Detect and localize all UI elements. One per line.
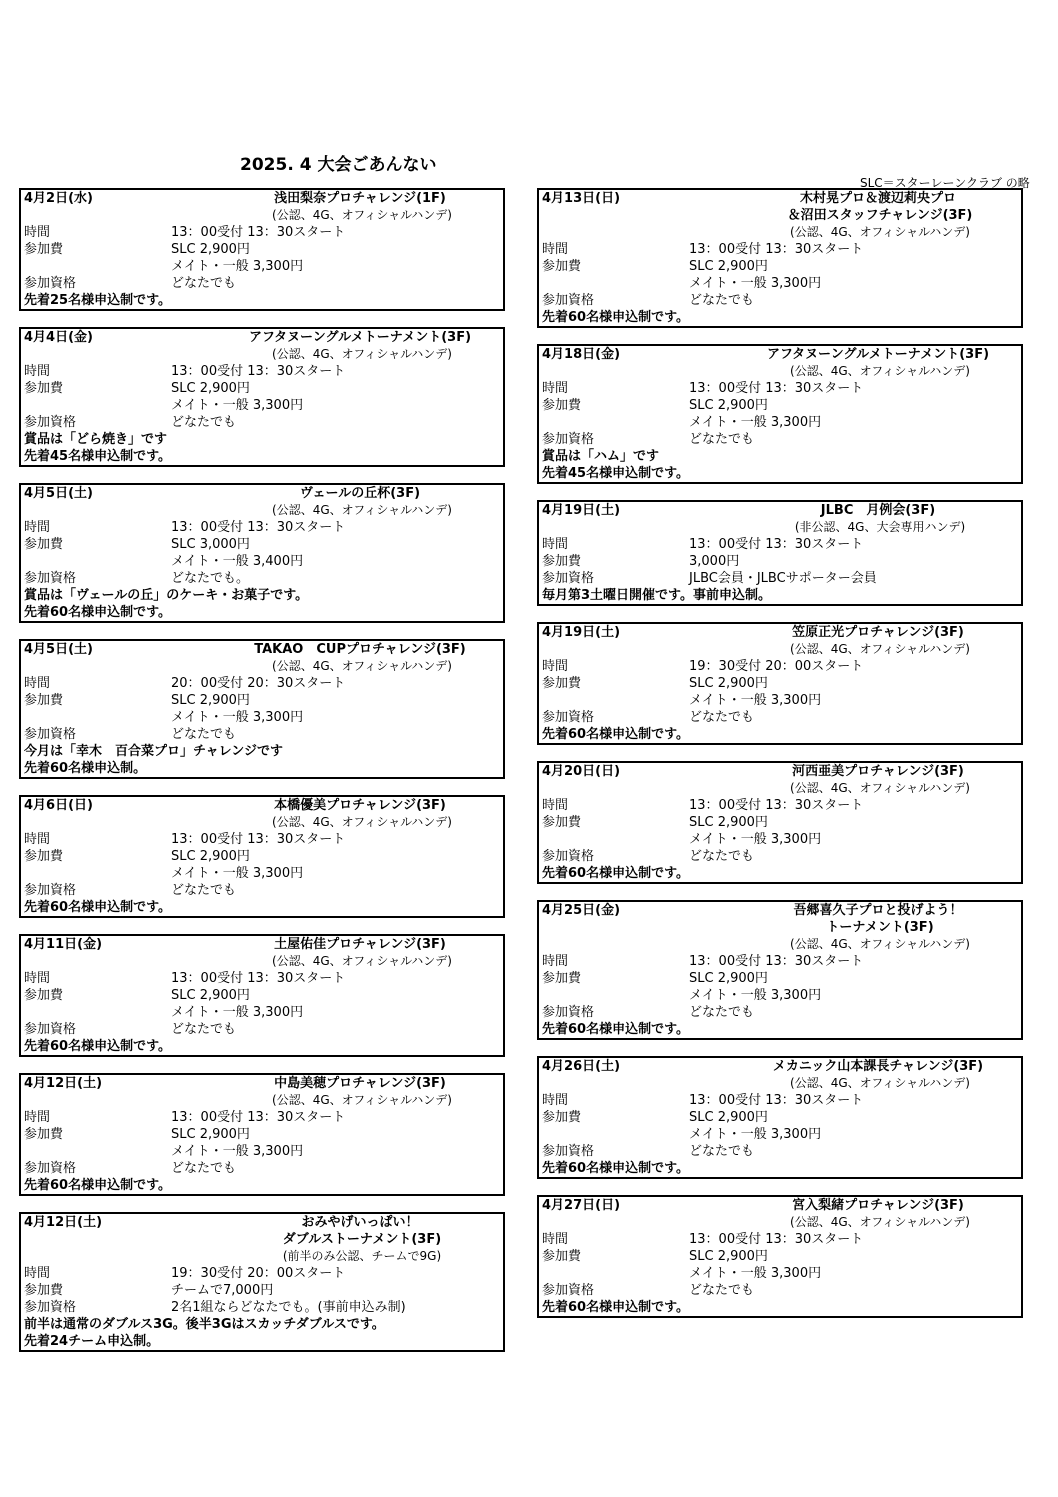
event-header: [539, 763, 1021, 780]
info-row: [539, 414, 1021, 431]
event-conditions: (公認、4G、オフィシャルハンデ): [272, 659, 452, 673]
info-value: SLC 2,900円: [171, 693, 250, 708]
info-row: [21, 536, 503, 553]
info-row: [539, 709, 1021, 726]
event-conditions: (公認、4G、オフィシャルハンデ): [790, 1076, 970, 1090]
info-label: 時間: [542, 242, 569, 257]
info-row: [539, 675, 1021, 692]
event-date: 4月25日(金): [542, 903, 621, 918]
info-label: 時間: [542, 381, 569, 396]
info-label: 時間: [24, 971, 51, 986]
info-label: 時間: [542, 1232, 569, 1247]
info-row: [539, 292, 1021, 309]
info-row: [539, 1092, 1021, 1109]
info-row: [21, 987, 503, 1004]
event-title: アフタヌーングルメトーナメント(3F): [766, 347, 990, 362]
info-label: 参加費: [542, 971, 582, 986]
info-value: どなたでも: [171, 1161, 237, 1176]
info-value: どなたでも: [689, 710, 755, 725]
event-card: [19, 639, 505, 779]
info-row: [21, 709, 503, 726]
event-header: [21, 485, 503, 502]
abbreviation-note: SLC＝スターレーンクラブ の略: [860, 176, 1030, 190]
info-value: メイト・一般 3,300円: [689, 1127, 822, 1142]
info-value: どなたでも: [171, 415, 237, 430]
info-label: 参加資格: [542, 849, 595, 864]
info-label: 参加資格: [542, 1005, 595, 1020]
info-row: [539, 1265, 1021, 1282]
event-conditions: (公認、4G、オフィシャルハンデ): [272, 503, 452, 517]
info-row: [539, 1282, 1021, 1299]
event-date: 4月27日(日): [542, 1198, 621, 1213]
event-date: 4月13日(日): [542, 191, 621, 206]
info-row: [21, 882, 503, 899]
info-label: 参加費: [542, 259, 582, 274]
event-note: 賞品は「ヴェールの丘」のケーキ・お菓子です。: [24, 588, 309, 603]
info-row: [539, 814, 1021, 831]
event-date: 4月20日(日): [542, 764, 621, 779]
info-label: 時間: [542, 954, 569, 969]
event-header: [539, 1058, 1021, 1075]
event-conditions: (公認、4G、オフィシャルハンデ): [790, 937, 970, 951]
info-label: 参加資格: [24, 883, 77, 898]
info-row: [21, 692, 503, 709]
event-note: 先着60名様申込制です。: [542, 1300, 690, 1315]
event-card: [537, 622, 1023, 745]
info-row: [539, 275, 1021, 292]
event-card: [19, 1212, 505, 1352]
info-value: どなたでも: [689, 1144, 755, 1159]
event-header: [539, 346, 1021, 363]
info-row: [539, 970, 1021, 987]
info-row: [21, 241, 503, 258]
info-value: 13：00受付 13：30スタート: [689, 381, 864, 396]
info-row: [21, 258, 503, 275]
left-column: [19, 188, 505, 1368]
info-row: [21, 865, 503, 882]
info-row: [539, 953, 1021, 970]
info-value: 13：00受付 13：30スタート: [171, 1110, 346, 1125]
info-label: 時間: [24, 1110, 51, 1125]
info-label: 参加資格: [24, 571, 77, 586]
event-date: 4月26日(土): [542, 1059, 621, 1074]
info-value: どなたでも: [689, 432, 755, 447]
page-title: 2025. 4 大会ごあんない: [240, 155, 437, 175]
info-row: [21, 1021, 503, 1038]
info-value: メイト・一般 3,300円: [689, 988, 822, 1003]
event-card: [19, 934, 505, 1057]
info-value: メイト・一般 3,300円: [689, 276, 822, 291]
event-card: [19, 1073, 505, 1196]
info-value: メイト・一般 3,300円: [689, 1266, 822, 1281]
info-row: [21, 275, 503, 292]
info-row: [539, 1004, 1021, 1021]
info-row: [21, 1004, 503, 1021]
event-card: [537, 344, 1023, 484]
event-note: 先着60名様申込制です。: [542, 727, 690, 742]
info-value: SLC 2,900円: [689, 1110, 768, 1125]
info-label: 時間: [24, 832, 51, 847]
info-label: 参加資格: [24, 415, 77, 430]
info-row: [21, 675, 503, 692]
info-row: [21, 414, 503, 431]
info-row: [539, 241, 1021, 258]
info-row: [21, 553, 503, 570]
event-title: おみやげいっぱい！: [301, 1215, 419, 1230]
info-value: メイト・一般 3,300円: [689, 832, 822, 847]
event-card: [537, 900, 1023, 1040]
info-label: 参加資格: [542, 1283, 595, 1298]
info-label: 時間: [542, 1093, 569, 1108]
event-header: [539, 502, 1021, 519]
info-value: SLC 2,900円: [689, 259, 768, 274]
event-date: 4月5日(土): [24, 642, 93, 657]
event-card: [19, 795, 505, 918]
info-value: メイト・一般 3,300円: [171, 866, 304, 881]
info-value: SLC 2,900円: [171, 381, 250, 396]
event-card: [537, 500, 1023, 606]
info-label: 参加資格: [542, 432, 595, 447]
event-note: 毎月第3土曜日開催です。事前申込制。: [542, 588, 772, 603]
event-date: 4月19日(土): [542, 625, 621, 640]
event-conditions: (公認、4G、オフィシャルハンデ): [790, 642, 970, 656]
info-value: メイト・一般 3,400円: [171, 554, 304, 569]
event-title: 笠原正光プロチャレンジ(3F): [792, 625, 964, 640]
info-row: [21, 1109, 503, 1126]
event-conditions: (公認、4G、オフィシャルハンデ): [272, 208, 452, 222]
info-value: SLC 2,900円: [689, 815, 768, 830]
event-conditions: (公認、4G、オフィシャルハンデ): [272, 954, 452, 968]
event-note: 先着60名様申込制です。: [542, 1022, 690, 1037]
event-note: 先着60名様申込制です。: [542, 866, 690, 881]
info-row: [539, 570, 1021, 587]
info-row: [21, 1160, 503, 1177]
info-row: [21, 570, 503, 587]
event-note: 賞品は「どら焼き」です: [24, 432, 168, 447]
event-header: [539, 1197, 1021, 1214]
info-value: SLC 2,900円: [171, 242, 250, 257]
event-title: メカニック山本課長チャレンジ(3F): [772, 1059, 984, 1074]
info-value: チームで7,000円: [171, 1283, 274, 1298]
info-label: 時間: [24, 364, 51, 379]
info-value: メイト・一般 3,300円: [689, 693, 822, 708]
info-row: [21, 1299, 503, 1316]
event-header: [21, 1214, 503, 1231]
info-label: 参加費: [24, 1127, 64, 1142]
info-label: 参加資格: [24, 276, 77, 291]
info-value: SLC 2,900円: [689, 676, 768, 691]
event-note: 先着60名様申込制です。: [24, 900, 172, 915]
event-header: [539, 902, 1021, 919]
info-label: 参加資格: [542, 1144, 595, 1159]
info-row: [539, 397, 1021, 414]
info-label: 参加資格: [542, 293, 595, 308]
event-note: 先着45名様申込制です。: [24, 449, 172, 464]
event-conditions: (公認、4G、オフィシャルハンデ): [790, 225, 970, 239]
info-value: どなたでも: [171, 883, 237, 898]
event-conditions: (公認、4G、オフィシャルハンデ): [272, 1093, 452, 1107]
event-date: 4月19日(土): [542, 503, 621, 518]
event-title-line: トーナメント(3F): [826, 920, 934, 935]
info-row: [21, 848, 503, 865]
info-label: 時間: [24, 520, 51, 535]
info-row: [539, 987, 1021, 1004]
event-card: [537, 761, 1023, 884]
info-label: 参加資格: [24, 1300, 77, 1315]
info-value: 20：00受付 20：30スタート: [171, 676, 346, 691]
info-value: どなたでも: [171, 1022, 237, 1037]
info-row: [539, 380, 1021, 397]
right-column: [537, 188, 1023, 1334]
event-title: 河西亜美プロチャレンジ(3F): [792, 764, 964, 779]
info-value: 13：00受付 13：30スタート: [171, 364, 346, 379]
event-header: [539, 624, 1021, 641]
event-title-line: ダブルストーナメント(3F): [282, 1232, 442, 1247]
info-label: 参加資格: [24, 1161, 77, 1176]
info-value: 13：00受付 13：30スタート: [171, 225, 346, 240]
info-value: どなたでも。: [171, 571, 250, 586]
info-value: メイト・一般 3,300円: [171, 710, 304, 725]
info-label: 参加資格: [542, 571, 595, 586]
info-row: [539, 431, 1021, 448]
event-conditions: (公認、4G、オフィシャルハンデ): [790, 1215, 970, 1229]
info-row: [21, 363, 503, 380]
info-label: 参加費: [24, 1283, 64, 1298]
event-date: 4月2日(水): [24, 191, 93, 206]
info-label: 参加資格: [542, 710, 595, 725]
info-value: 13：00受付 13：30スタート: [689, 242, 864, 257]
event-note: 先着24チーム申込制。: [24, 1334, 160, 1349]
info-row: [21, 1282, 503, 1299]
info-label: 参加費: [24, 242, 64, 257]
event-date: 4月12日(土): [24, 1076, 103, 1091]
event-note: 前半は通常のダブルス3G。後半3Gはスカッチダブルスです。: [24, 1317, 385, 1332]
event-title: 宮入梨緒プロチャレンジ(3F): [792, 1198, 964, 1213]
event-header: [21, 641, 503, 658]
event-conditions: (非公認、4G、大会専用ハンデ): [794, 520, 966, 534]
info-row: [539, 658, 1021, 675]
info-label: 時間: [542, 537, 569, 552]
info-value: メイト・一般 3,300円: [171, 1144, 304, 1159]
info-value: 2名1組ならどなたでも。(事前申込み制): [171, 1300, 406, 1315]
event-header: [21, 797, 503, 814]
event-date: 4月12日(土): [24, 1215, 103, 1230]
event-title-line: ＆沼田スタッフチャレンジ(3F): [787, 208, 973, 223]
info-label: 参加費: [542, 1110, 582, 1125]
event-title: TAKAO CUPプロチャレンジ(3F): [254, 642, 466, 657]
info-row: [21, 224, 503, 241]
info-row: [21, 380, 503, 397]
info-row: [21, 1143, 503, 1160]
event-header: [21, 936, 503, 953]
info-value: 13：00受付 13：30スタート: [689, 798, 864, 813]
event-card: [537, 1056, 1023, 1179]
info-label: 参加資格: [24, 1022, 77, 1037]
info-value: メイト・一般 3,300円: [171, 1005, 304, 1020]
event-conditions: (公認、4G、オフィシャルハンデ): [790, 781, 970, 795]
info-label: 時間: [24, 676, 51, 691]
event-card: [19, 483, 505, 623]
event-note: 先着25名様申込制です。: [24, 293, 172, 308]
info-row: [539, 831, 1021, 848]
event-note: 先着60名様申込制。: [24, 761, 147, 776]
event-conditions: (公認、4G、オフィシャルハンデ): [272, 347, 452, 361]
info-label: 参加費: [542, 554, 582, 569]
event-note: 先着60名様申込制です。: [542, 1161, 690, 1176]
event-title: 本橋優美プロチャレンジ(3F): [274, 798, 446, 813]
event-date: 4月4日(金): [24, 330, 93, 345]
event-title: 土屋佑佳プロチャレンジ(3F): [274, 937, 446, 952]
info-value: SLC 2,900円: [689, 1249, 768, 1264]
info-row: [21, 397, 503, 414]
event-title: 中島美穂プロチャレンジ(3F): [274, 1076, 446, 1091]
info-row: [21, 1265, 503, 1282]
info-label: 参加費: [24, 988, 64, 1003]
info-label: 時間: [24, 225, 51, 240]
info-row: [539, 1248, 1021, 1265]
info-label: 時間: [542, 798, 569, 813]
event-card: [537, 1195, 1023, 1318]
info-value: メイト・一般 3,300円: [171, 398, 304, 413]
info-label: 参加費: [24, 537, 64, 552]
info-value: 13：00受付 13：30スタート: [689, 954, 864, 969]
info-label: 時間: [24, 1266, 51, 1281]
info-value: どなたでも: [171, 276, 237, 291]
event-note: 先着60名様申込制です。: [24, 605, 172, 620]
info-row: [21, 519, 503, 536]
info-value: SLC 2,900円: [171, 1127, 250, 1142]
info-value: どなたでも: [689, 1283, 755, 1298]
info-value: SLC 2,900円: [689, 971, 768, 986]
event-card: [19, 327, 505, 467]
event-note: 今月は「幸木 百合菜プロ」チャレンジです: [24, 744, 283, 759]
info-value: SLC 2,900円: [689, 398, 768, 413]
info-value: どなたでも: [689, 1005, 755, 1020]
event-date: 4月5日(土): [24, 486, 93, 501]
event-title: アフタヌーングルメトーナメント(3F): [248, 330, 472, 345]
info-value: SLC 2,900円: [171, 988, 250, 1003]
event-date: 4月11日(金): [24, 937, 103, 952]
info-row: [21, 1126, 503, 1143]
info-label: 参加費: [24, 849, 64, 864]
event-header: [21, 1075, 503, 1092]
info-row: [539, 1109, 1021, 1126]
event-note: 先着60名様申込制です。: [542, 310, 690, 325]
info-label: 参加費: [542, 676, 582, 691]
event-conditions: (前半のみ公認、チームで9G): [282, 1249, 442, 1263]
info-value: 13：00受付 13：30スタート: [171, 520, 346, 535]
info-row: [21, 970, 503, 987]
event-date: 4月6日(日): [24, 798, 93, 813]
info-label: 時間: [542, 659, 569, 674]
info-row: [539, 848, 1021, 865]
event-note: 先着60名様申込制です。: [24, 1178, 172, 1193]
event-header: [21, 190, 503, 207]
event-header: [539, 190, 1021, 207]
info-row: [21, 831, 503, 848]
info-label: 参加費: [542, 1249, 582, 1264]
event-title: 吾郷喜久子プロと投げよう！: [793, 903, 963, 918]
event-title: 浅田梨奈プロチャレンジ(1F): [274, 191, 446, 206]
info-value: SLC 2,900円: [171, 849, 250, 864]
info-value: 19：30受付 20：00スタート: [689, 659, 864, 674]
info-value: メイト・一般 3,300円: [689, 415, 822, 430]
info-label: 参加費: [24, 693, 64, 708]
event-note: 先着45名様申込制です。: [542, 466, 690, 481]
info-label: 参加資格: [24, 727, 77, 742]
info-label: 参加費: [542, 815, 582, 830]
info-row: [539, 1126, 1021, 1143]
event-title: ヴェールの丘杯(3F): [299, 486, 421, 501]
info-value: どなたでも: [689, 849, 755, 864]
info-value: どなたでも: [689, 293, 755, 308]
info-label: 参加費: [24, 381, 64, 396]
event-conditions: (公認、4G、オフィシャルハンデ): [272, 815, 452, 829]
info-row: [539, 553, 1021, 570]
info-value: 13：00受付 13：30スタート: [689, 537, 864, 552]
event-title: JLBC 月例会(3F): [820, 503, 936, 518]
info-label: 参加費: [542, 398, 582, 413]
info-value: 13：00受付 13：30スタート: [171, 832, 346, 847]
info-value: 3,000円: [689, 554, 740, 569]
event-conditions: (公認、4G、オフィシャルハンデ): [790, 364, 970, 378]
event-card: [537, 188, 1023, 328]
info-value: 13：00受付 13：30スタート: [689, 1093, 864, 1108]
info-row: [539, 797, 1021, 814]
info-value: 19：30受付 20：00スタート: [171, 1266, 346, 1281]
info-value: JLBC会員・JLBCサポーター会員: [689, 571, 877, 586]
info-value: 13：00受付 13：30スタート: [171, 971, 346, 986]
info-row: [539, 258, 1021, 275]
info-value: 13：00受付 13：30スタート: [689, 1232, 864, 1247]
info-row: [539, 536, 1021, 553]
info-row: [539, 1143, 1021, 1160]
info-row: [21, 726, 503, 743]
event-card: [19, 188, 505, 311]
info-value: SLC 3,000円: [171, 537, 250, 552]
event-header: [21, 329, 503, 346]
event-note: 賞品は「ハム」です: [542, 449, 660, 464]
info-value: メイト・一般 3,300円: [171, 259, 304, 274]
info-row: [539, 692, 1021, 709]
info-value: どなたでも: [171, 727, 237, 742]
info-row: [539, 1231, 1021, 1248]
event-title: 木村晃プロ＆渡辺莉央プロ: [799, 191, 956, 206]
event-date: 4月18日(金): [542, 347, 621, 362]
event-note: 先着60名様申込制です。: [24, 1039, 172, 1054]
